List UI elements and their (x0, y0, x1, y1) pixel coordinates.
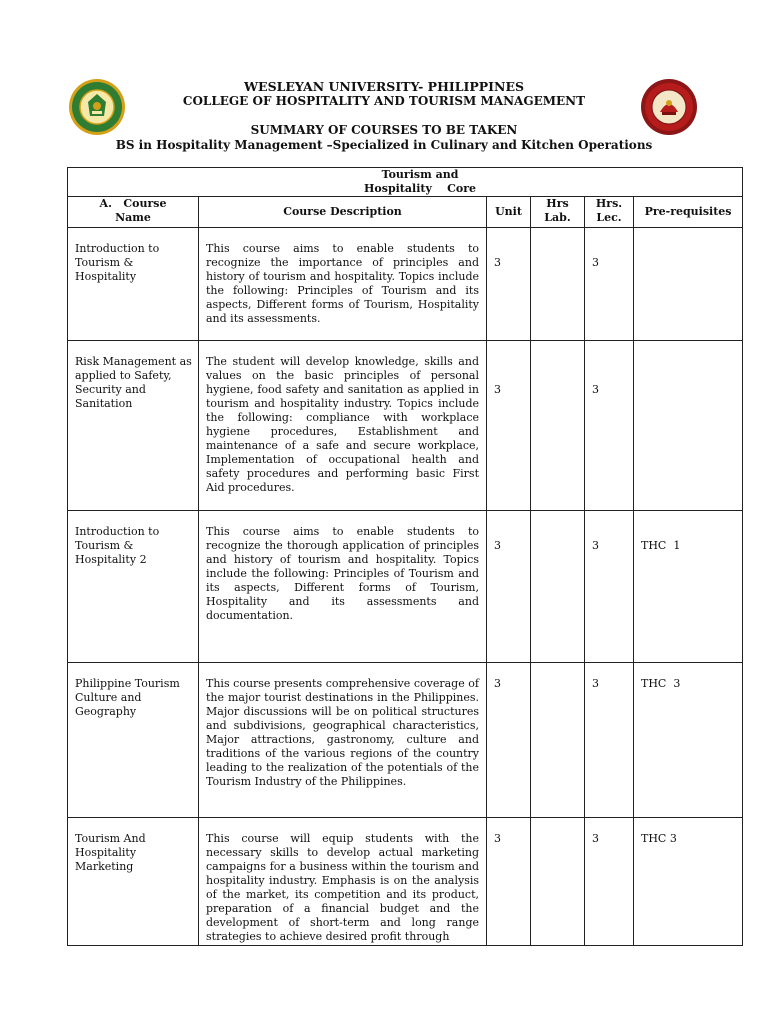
summary-title: SUMMARY OF COURSES TO BE TAKEN (250, 123, 518, 137)
course-prereq (634, 228, 742, 256)
course-description: The student will develop knowledge, skills and values on the basic principles of personal hygiene, food safety and sanitation as applied in tourism and hospitality industry. Topics include the following: compliance with workplace hygiene procedures, Establishment and maintenance of a safe and secure workplace, Implementation of occupational health and safety procedures and performing basic First Aid procedures. (206, 355, 479, 494)
course-unit: 3 (494, 677, 501, 690)
university-name: WESLEYAN UNIVERSITY- PHILIPPINES (244, 79, 524, 94)
table-row (68, 818, 743, 946)
document-header (0, 79, 768, 153)
section-title-cell (68, 168, 743, 197)
column-header-hrs-lec-line1: Hrs. (595, 197, 623, 210)
section-row (68, 168, 743, 197)
course-name: Philippine Tourism Culture and Geography (75, 677, 180, 718)
course-prereq: THC 3 (641, 832, 677, 845)
column-header-hrs-lec (585, 197, 634, 228)
course-hrs-lec: 3 (592, 832, 599, 845)
section-title-line2: Hospitality Core (364, 182, 477, 195)
table-row (68, 663, 743, 818)
column-header-prereq: Pre-requisites (634, 197, 743, 228)
course-description: This course will equip students with the necessary skills to develop actual marketing campaigns for a business within the tourism and hospitality industry. Emphasis is on the analysis of the market, its competition and its product, preparation of a financial budget and the development of short-term and long range strategies to achieve desired profit through (206, 832, 479, 943)
course-name: Introduction to Tourism & Hospitality (75, 242, 160, 283)
column-header-name-line2: Name (115, 211, 151, 224)
column-header-name-line1: A. Course (99, 197, 167, 210)
college-name: COLLEGE OF HOSPITALITY AND TOURISM MANAGEMENT (182, 94, 586, 108)
course-name: Tourism And Hospitality Marketing (75, 832, 146, 873)
course-hrs-lab (531, 818, 584, 832)
course-unit: 3 (494, 832, 501, 845)
course-prereq (634, 341, 742, 369)
course-description: This course presents comprehensive coverage of the major tourist destinations in the Philippines. Major discussions will be on political structures and subdivisions, geographical characteristics, Major attractions, gastronomy, culture and traditions of the various regions of the country leading to the realization of the potentials of the Tourism Industry of the Philippines. (206, 677, 479, 788)
course-hrs-lab (531, 511, 584, 539)
column-header-hrs-lab-line1: Hrs (546, 197, 569, 210)
table-row (68, 341, 743, 511)
course-prereq: THC 3 (641, 677, 681, 690)
course-unit: 3 (494, 256, 501, 269)
course-name: Risk Management as applied to Safety, Security and Sanitation (75, 355, 192, 410)
course-prereq: THC 1 (641, 539, 681, 552)
column-header-hrs-lab-line2: Lab. (544, 211, 571, 224)
course-name: Introduction to Tourism & Hospitality 2 (75, 525, 160, 566)
column-header-hrs-lec-line2: Lec. (596, 211, 622, 224)
course-hrs-lec: 3 (592, 383, 599, 396)
course-hrs-lab (531, 228, 584, 256)
header-row (68, 197, 743, 228)
column-header-description: Course Description (199, 197, 487, 228)
course-unit: 3 (494, 539, 501, 552)
course-description: This course aims to enable students to recognize the thorough application of principles and history of tourism and hospitality. Topics include the following: Principles of Tourism and its aspects, Different forms of Tourism, Hospitality and its assessments and documentation. (206, 525, 479, 622)
course-hrs-lab (531, 663, 584, 677)
course-description: This course aims to enable students to recognize the importance of principles and history of tourism and hospitality. Topics include the following: Principles of Tourism and its aspects, Different forms of Tourism, Hospitality and its assessments. (206, 242, 479, 325)
column-header-hrs-lab (531, 197, 585, 228)
column-header-name (68, 197, 199, 228)
course-hrs-lec: 3 (592, 256, 599, 269)
program-title: BS in Hospitality Management –Specialized in Culinary and Kitchen Operations (115, 138, 653, 152)
column-header-unit: Unit (487, 197, 531, 228)
course-hrs-lec: 3 (592, 677, 599, 690)
section-title-line1: Tourism and (381, 168, 459, 181)
table-row (68, 511, 743, 663)
table-row (68, 228, 743, 341)
course-hrs-lab (531, 341, 584, 383)
course-hrs-lec: 3 (592, 539, 599, 552)
courses-table (67, 167, 743, 946)
course-unit: 3 (494, 383, 501, 396)
